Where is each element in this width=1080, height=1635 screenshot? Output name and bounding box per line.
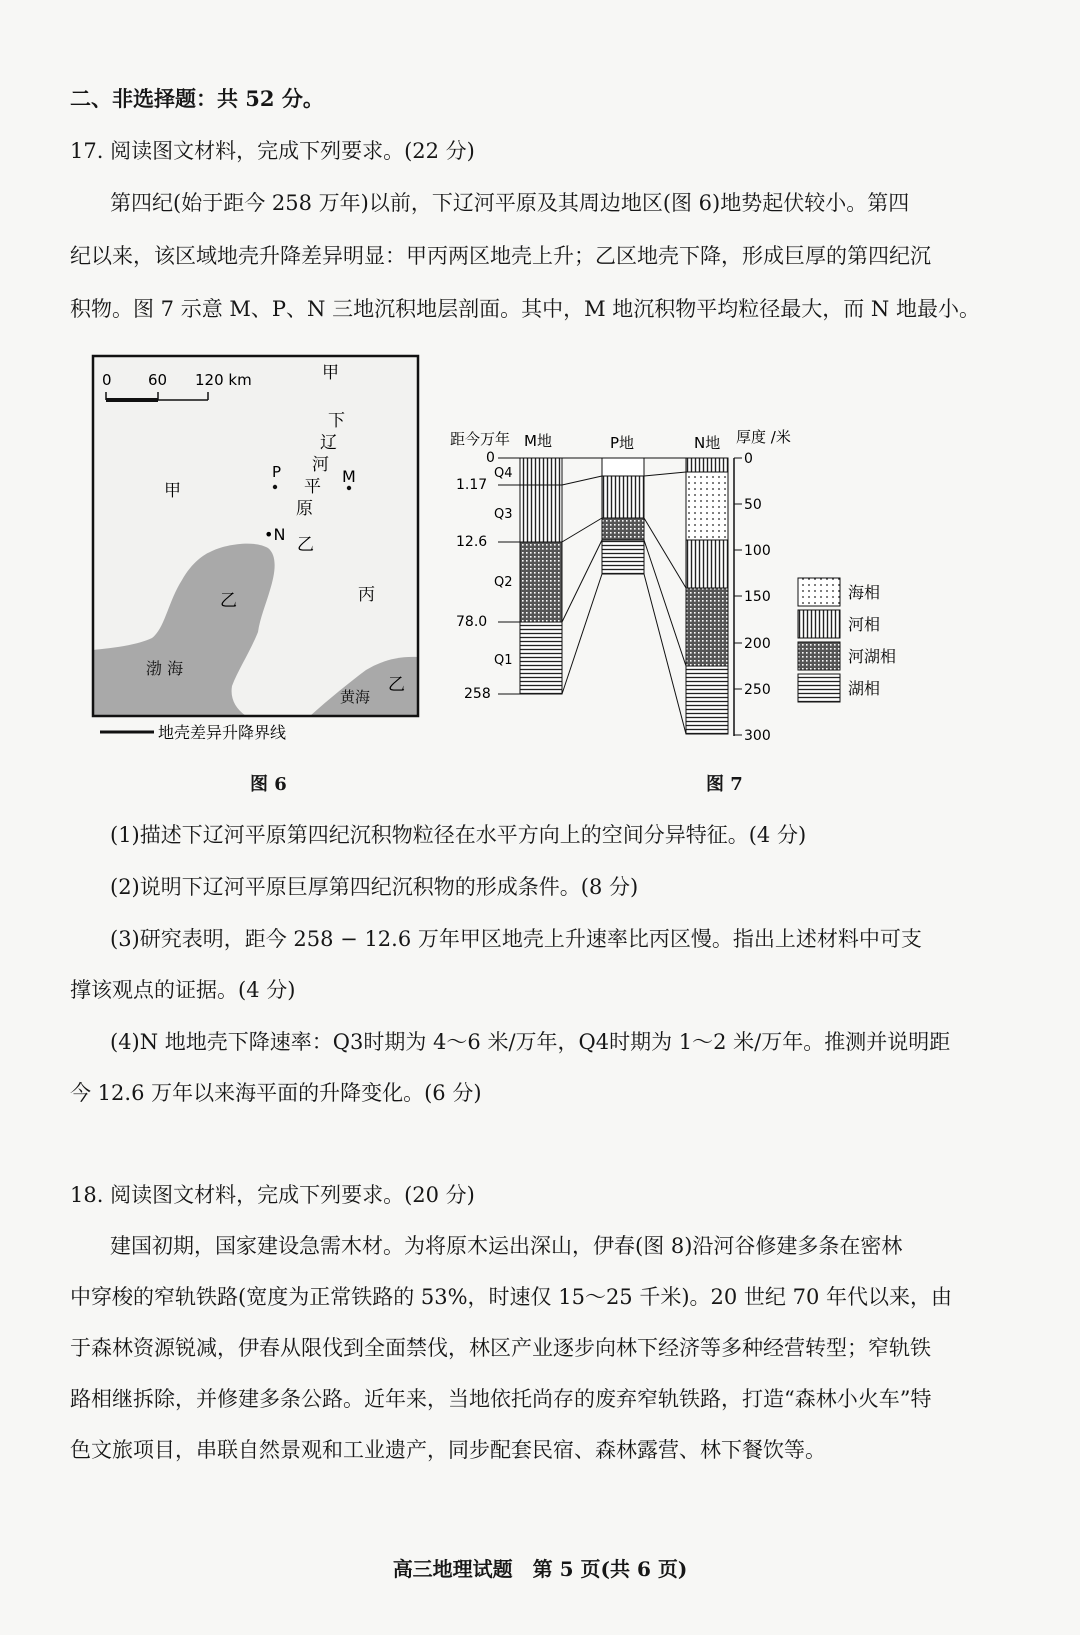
correlation-line: [562, 518, 602, 542]
legend-label: 河相: [848, 615, 881, 634]
correlation-line: [644, 574, 686, 734]
scale-label: 120 km: [195, 371, 252, 389]
thickness-tick-label: 100: [744, 543, 771, 559]
p-layer-q4: [602, 458, 644, 476]
q17-subquestion-4-cont: 今 12.6 万年以来海平面的升降变化。(6 分): [70, 1081, 482, 1105]
age-tick-label: 1.17: [456, 477, 488, 493]
thickness-axis-title: 厚度 /米: [736, 428, 791, 446]
legend-swatch-riverlake: [798, 642, 840, 670]
age-tick-label: 12.6: [456, 534, 488, 550]
region-label-yi: 乙: [297, 535, 314, 555]
plain-name-char: 河: [312, 455, 329, 475]
correlation-line: [644, 472, 686, 476]
legend-swatch-lake: [798, 674, 840, 702]
q17-material-line: 纪以来，该区域地壳升降差异明显：甲丙两区地壳上升；乙区地壳下降，形成巨厚的第四纪沉: [70, 244, 931, 268]
correlation-line: [562, 476, 602, 485]
figure-7-caption: 图 7: [706, 774, 743, 795]
region-label-jia: 甲: [322, 363, 339, 383]
q18-material-line: 于森林资源锐减，伊春从限伐到全面禁伐，林区产业逐步向林下经济等多种经营转型；窄轨铁: [70, 1336, 931, 1360]
page-footer: 高三地理试题 第 5 页(共 6 页): [392, 1557, 688, 1581]
legend-swatch-sea: [798, 578, 840, 606]
q17-subquestion-3: (3)研究表明，距今 258 − 12.6 万年甲区地壳上升速率比丙区慢。指出上述材料中可支: [110, 927, 922, 951]
m-layer-q2: [520, 542, 562, 622]
figure-6-caption: 图 6: [250, 774, 287, 795]
n-layer-riverlake: [686, 588, 728, 666]
region-label-yi: 乙: [388, 675, 405, 695]
point-label-p: P: [272, 463, 282, 481]
region-label-bing: 丙: [358, 585, 375, 605]
p-layer-q1: [602, 540, 644, 574]
q17-subquestion-3-cont: 撑该观点的证据。(4 分): [70, 978, 296, 1002]
point-p-marker: [273, 485, 277, 489]
period-label: Q3: [494, 507, 513, 522]
thickness-tick-label: 150: [744, 589, 771, 605]
point-label-n: •N: [264, 525, 286, 544]
legend-swatch-river: [798, 610, 840, 638]
legend-label: 河湖相: [848, 647, 897, 666]
age-tick-label: 258: [464, 686, 491, 702]
point-m-marker: [347, 486, 351, 490]
q18-material-line: 建国初期，国家建设急需木材。为将原木运出深山，伊春(图 8)沿河谷修建多条在密林: [110, 1234, 903, 1258]
q17-subquestion-2: (2)说明下辽河平原巨厚第四纪沉积物的形成条件。(8 分): [110, 875, 639, 899]
correlation-line: [562, 540, 602, 622]
period-label: Q1: [494, 653, 513, 668]
age-tick-label: 78.0: [456, 614, 488, 630]
plain-name-char: 下: [328, 411, 345, 431]
figure-7-strata: [446, 420, 916, 750]
q18-material-line: 中穿梭的窄轨铁路(宽度为正常铁路的 53%，时速仅 15～25 千米)。20 世纪 70 年代以来，由: [70, 1285, 952, 1309]
q17-stem: 17. 阅读图文材料，完成下列要求。(22 分): [70, 139, 475, 163]
thickness-tick-label: 250: [744, 682, 771, 698]
n-layer-lake: [686, 666, 728, 734]
m-layer-q3: [520, 485, 562, 542]
correlation-line: [644, 540, 686, 666]
plain-name-char: 原: [296, 499, 313, 519]
q17-subquestion-4: (4)N 地地壳下降速率：Q3时期为 4～6 米/万年，Q4时期为 1～2 米/万年。推测并说明距: [110, 1030, 951, 1054]
q17-material-line: 第四纪(始于距今 258 万年)以前，下辽河平原及其周边地区(图 6)地势起伏较小。第四: [110, 191, 910, 215]
q17-subquestion-1: (1)描述下辽河平原第四纪沉积物粒径在水平方向上的空间分异特征。(4 分): [110, 823, 807, 847]
period-label: Q4: [494, 466, 513, 481]
m-layer-q1: [520, 622, 562, 694]
p-layer-q3: [602, 476, 644, 518]
p-layer-q2: [602, 518, 644, 540]
correlation-line: [562, 574, 602, 694]
period-label: Q2: [494, 575, 513, 590]
section-heading: 二、非选择题：共 52 分。: [70, 86, 324, 111]
scale-label: 0: [102, 371, 112, 389]
region-label-yi: 乙: [220, 591, 237, 611]
sea-label-huanghai: 黄海: [340, 688, 371, 706]
m-layer-q4: [520, 458, 562, 485]
point-label-m: M: [342, 467, 356, 486]
figure-6-map: [90, 352, 430, 752]
n-layer-river: [686, 540, 728, 588]
thickness-tick-label: 200: [744, 636, 771, 652]
column-label-m: M地: [524, 432, 552, 450]
sea-label-bohai: 渤 海: [146, 659, 184, 678]
thickness-tick-label: 0: [744, 451, 753, 467]
q18-stem: 18. 阅读图文材料，完成下列要求。(20 分): [70, 1183, 475, 1207]
thickness-tick-label: 50: [744, 497, 762, 513]
age-tick-label: 0: [486, 450, 495, 466]
correlation-line: [644, 518, 686, 588]
legend-label: 湖相: [848, 679, 881, 698]
plain-name-char: 辽: [320, 433, 337, 453]
n-layer-river-top: [686, 458, 728, 472]
scale-label: 60: [148, 371, 168, 389]
n-layer-sea: [686, 472, 728, 540]
boundary-legend-label: 地壳差异升降界线: [158, 723, 287, 742]
thickness-tick-label: 300: [744, 728, 771, 744]
q18-material-line: 路相继拆除，并修建多条公路。近年来，当地依托尚存的废弃窄轨铁路，打造“森林小火车”特: [70, 1387, 932, 1411]
column-label-p: P地: [610, 434, 635, 452]
age-axis-title: 距今万年: [450, 430, 511, 448]
column-label-n: N地: [694, 434, 721, 452]
q17-material-line: 积物。图 7 示意 M、P、N 三地沉积地层剖面。其中，M 地沉积物平均粒径最大，而 N 地最小。: [70, 297, 980, 321]
legend-label: 海相: [848, 583, 881, 602]
region-label-jia: 甲: [164, 481, 181, 501]
plain-name-char: 平: [304, 477, 321, 497]
q18-material-line: 色文旅项目，串联自然景观和工业遗产，同步配套民宿、森林露营、林下餐饮等。: [70, 1438, 826, 1462]
